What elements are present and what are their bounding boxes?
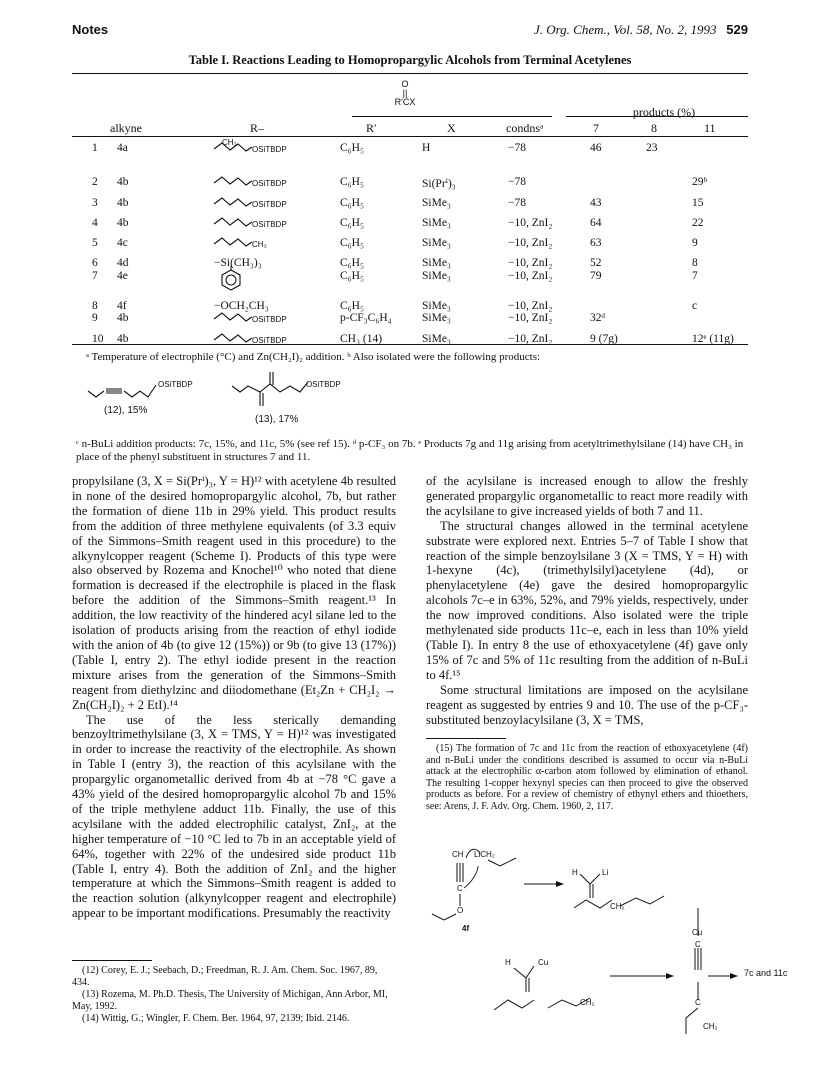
row-10-alkyne: 4b [117,333,129,345]
reagent-oxygen: O [401,79,409,89]
row-6-p11: 8 [692,257,698,269]
row-3-p7: 43 [590,197,602,209]
col-header-x: X [447,121,456,135]
row-7-p11: 7 [692,270,698,282]
footnote-15: (15) The formation of 7c and 11c from the reaction of ethoxyacetylene (4f) and n-BuLi under the conditions described is assumed to occur via n-BuLi attack at the electrophilic α-carbon atom followed by elimination of ethanol. The resulting 1-copper hexynyl species can then proceed to give the observed products as before. For a review of chemistry of ethynyl ethers and thioethers, see: Arens, J. F. Adv. Org. Chem. 1960, 2, 117. [426,743,748,812]
row-2-zigzag-chain [214,175,254,189]
row-6-r-group: −Si(CH₃)₃ [214,257,262,269]
row-7-p7: 79 [590,270,602,282]
reagent-structure [390,80,420,107]
products-header: products (%) [632,105,696,119]
row-10-x: SiMe₃ [422,333,451,345]
scheme-ch2-b: CH₂ [580,998,595,1007]
reagent-formula: R′CX [394,97,416,107]
row-4-x: SiMe₃ [422,217,451,229]
row-8-r-group: −OCH₂CH₃ [214,300,269,312]
row-8-cond: −10, ZnI₂ [508,300,553,312]
col-header-product-7: 7 [593,121,599,135]
scheme-h-2: H [505,958,511,967]
col-header-conditions: condnsᵃ [506,121,544,135]
row-4-p7: 64 [590,217,602,229]
scheme-ch2-a: CH₂ [610,902,625,911]
row-5-r-label: CH₃ [252,240,267,249]
row-3-rp: C₆H₅ [340,197,364,209]
row-10-rp: CH₃ (14) [340,333,383,345]
phenyl-ring-icon [219,266,243,292]
right-paragraph-1: of the acylsilane is increased enough to allow the freshly generated propargylic organometallic to react more readily with the acylsilane to give increased yields of both 7 and 11. [426,474,748,518]
row-8-p11: c [692,300,698,312]
scheme-c: C [457,884,463,893]
row-8-x: SiMe₃ [422,300,451,312]
left-paragraph-1: propylsilane (3, X = Si(Prⁱ)₃, Y = H)¹² with acetylene 4b resulted in none of the desired homopropargylic alcohol, 7b, but rather the formation of diene 11b in 29% yield. This product results from the addition of three methylene equivalents (of 3.3 equiv of the Simmons–Smith reagent used in this procedure) to the alkynylcopper reagent (Scheme I). Products of this type were also observed by Rozema and Knochel¹⁰ who noted that diene formation is decreased if the electrophile is placed in the flask before the addition of the Simmons–Smith reagent.¹³ In addition, the low reactivity of the hindered acyl silane led to the isolation of products arising from the reaction of ethyl iodide with the anion of 4b (to give 12 (15%)) or 9b (to give 13 (17%)) (Table I, entry 2). The ethyl iodide present in the reaction mixture arises from the generation of the Simmons–Smith reagent from diethylzinc and diiodomethane (Et₂Zn + CH₂I₂ → Zn(CH₂I)₂ + 2 EtI).¹⁴ [72,474,396,712]
row-9-p7: 32ᵈ [590,312,606,324]
row-6-p7: 52 [590,257,602,269]
col-header-product-11: 11 [704,121,716,135]
row-1-r-label: OSiTBDP [252,145,287,154]
scheme-ch2-c: CH₂ [703,1022,718,1031]
structure-13-label: OSiTBDP [306,380,341,389]
reagent-rule [352,116,552,117]
row-3-r-label: OSiTBDP [252,200,287,209]
row-9-zigzag-chain [214,311,254,325]
row-10-p11: 12ᵉ (11g) [692,333,734,345]
col-header-product-8: 8 [651,121,657,135]
footnote-rule-right [426,738,506,739]
row-5-x: SiMe₃ [422,237,451,249]
row-6-x: SiMe₃ [422,257,451,269]
row-7-rp: C₆H₅ [340,270,364,282]
table-footnote-a: ᵃ Temperature of electrophile (°C) and Zn(CH₂I)₂ addition. ᵇ Also isolated were the following products: [86,351,541,363]
row-4-r-label: OSiTBDP [252,220,287,229]
row-5-alkyne: 4c [117,237,128,249]
row-6-alkyne: 4d [117,257,129,269]
section-header: Notes [72,22,109,37]
header-bottom-rule [72,136,748,137]
row-9-no: 9 [92,312,98,324]
right-paragraph-3: Some structural limitations are imposed on the acylsilane reagent as suggested by entries 9 and 10. The use of the p-CF₃-substituted benzoylacylsilane (3, X = TMS, [426,682,748,727]
row-6-rp: C₆H₅ [340,257,364,269]
structure-12-caption: (12), 15% [104,405,148,416]
scheme-c-3: C [695,998,701,1007]
row-3-alkyne: 4b [117,197,129,209]
row-10-no: 10 [92,333,104,345]
row-8-no: 8 [92,300,98,312]
row-2-r-label: OSiTBDP [252,179,287,188]
row-2-rp: C₆H₅ [340,176,364,188]
row-7-cond: −10, ZnI₂ [508,270,553,282]
scheme-oxygen: O [457,906,464,915]
scheme-label-4f: 4f [462,924,470,933]
row-8-rp: C₆H₅ [340,300,364,312]
row-7-x: SiMe₃ [422,270,451,282]
left-paragraph-2: The use of the less sterically demanding benzoyltrimethylsilane (3, X = TMS, Y = H)¹² was investigated in order to increase the reactivity of the electrophile. As shown in Table I (entry 3), the reaction of this acylsilane with the propargylic organometallic derived from 4b at −78 °C gave a 43% yield of the desired homopropargylic alcohol 7b and 15% of the triple methylene adduct 11b. Finally, the use of this acylsilane with the added electrophilic catalyst, ZnI₂, at the higher temperature of −10 °C led to 7b in an acceptable yield of 64%, together with 22% of the undesired side product 11b (Table I, entry 4). Both the addition of ZnI₂ and the higher temperature at which the Simmons–Smith reagent is added to the reaction solution (alkynylcopper reagent and electrophile) appear to be important modifications. Presumably the reactivity [72,712,396,921]
row-5-rp: C₆H₅ [340,237,364,249]
scheme-h-1: H [572,868,578,877]
row-10-cond: −10, ZnI₂ [508,333,553,345]
right-paragraph-2: The structural changes allowed in the terminal acetylene substrate were explored next. Entries 5–7 of Table I show that reaction of the simple benzoylsilane 3 (X = TMS, Y = H) with 1-hexyne (4c), (trimethylsilyl)acetylene (4d), or phenylacetylene (4e) gave the desired homopropargylic alcohols 7c–e in 63%, 52%, and 79% yields, respectively, under the now improved conditions. Also isolated were the triple methylenated side products 11c–e, each in less than 10% yield (Table I). In entry 8 the use of ethoxyacetylene (4f) gave only 15% of 7c and 5% of 11c resulting from the addition of n-BuLi to 4f.¹⁵ [426,518,748,682]
row-5-zigzag-chain [214,236,254,250]
row-1-p8: 23 [646,142,658,154]
row-10-p7: 9 (7g) [590,333,618,345]
row-2-alkyne: 4b [117,176,129,188]
row-1-r-methyl: CH₃ [222,138,237,147]
journal-citation: J. Org. Chem., Vol. 58, No. 2, 1993 529 [533,22,748,37]
row-1-alkyne: 4a [117,142,128,154]
scheme-lich2: LiCH₂ [474,850,495,859]
products-rule [566,116,748,117]
scheme-cu-1: Cu [538,958,549,967]
row-9-alkyne: 4b [117,312,129,324]
row-1-x: H [422,142,431,154]
row-4-cond: −10, ZnI₂ [508,217,553,229]
scheme-ch: CH [452,850,464,859]
row-3-x: SiMe₃ [422,197,451,209]
row-9-r-label: OSiTBDP [252,315,287,324]
right-column-text [426,474,748,727]
scheme-c-2: C [695,940,701,949]
footnote-rule-left [72,960,152,961]
scheme-li: Li [602,868,609,877]
right-footnotes [426,743,748,813]
row-6-no: 6 [92,257,98,269]
row-3-no: 3 [92,197,98,209]
structure-12-label: OSiTBDP [158,380,193,389]
footnote-14: (14) Wittig, G.; Wingler, F. Chem. Ber. 1964, 97, 2139; Ibid. 2146. [82,1013,350,1024]
left-footnotes [72,965,396,1026]
row-1-p7: 46 [590,142,602,154]
row-10-r-label: OSiTBDP [252,336,287,345]
row-4-rp: C₆H₅ [340,217,364,229]
row-4-zigzag-chain [214,216,254,230]
table-footnote-c: ᶜ n-BuLi addition products: 7c, 15%, and 11c, 5% (see ref 15). ᵈ p-CF₃ on 7b. ᵉ Products 7g and 11g arising from acetyltrimethylsilane (14) have CH₃ in place of the phenyl substituent in structures 7 and 11. [76,438,744,463]
row-1-cond: −78 [508,142,526,154]
row-1-no: 1 [92,142,98,154]
table-bottom-rule [72,344,748,345]
row-3-p11: 15 [692,197,704,209]
footnote-13: (13) Rozema, M. Ph.D. Thesis, The University of Michigan, Ann Arbor, MI, May, 1992. [72,989,388,1012]
row-9-cond: −10, ZnI₂ [508,312,553,324]
row-5-cond: −10, ZnI₂ [508,237,553,249]
scheme-product-label: 7c and 11c [744,968,788,978]
row-5-no: 5 [92,237,98,249]
row-3-cond: −78 [508,197,526,209]
row-5-p11: 9 [692,237,698,249]
row-7-alkyne: 4e [117,270,128,282]
table-title: Table I. Reactions Leading to Homopropargylic Alcohols from Terminal Acetylenes [188,53,632,67]
row-2-cond: −78 [508,176,526,188]
row-9-rp: p-CF₃C₆H₄ [340,312,392,324]
table-top-rule [72,73,748,74]
structure-13-drawing [232,372,342,412]
reagent-double-bond: || [402,88,408,98]
row-7-no: 7 [92,270,98,282]
row-4-no: 4 [92,217,98,229]
footnote-12: (12) Corey, E. J.; Seebach, D.; Freedman, R. J. Am. Chem. Soc. 1967, 89, 434. [72,965,378,988]
row-2-p11: 29ᵇ [692,176,708,188]
structure-13-caption: (13), 17% [255,414,299,425]
row-8-alkyne: 4f [117,300,127,312]
row-4-alkyne: 4b [117,217,129,229]
row-9-x: SiMe₃ [422,312,451,324]
left-column-text [72,474,396,921]
col-header-rprime: R′ [366,121,377,135]
mechanism-scheme [430,840,750,1065]
row-4-p11: 22 [692,217,704,229]
row-6-cond: −10, ZnI₂ [508,257,553,269]
col-header-r: R– [250,121,265,135]
col-header-alkyne: alkyne [110,121,142,135]
row-5-p7: 63 [590,237,602,249]
row-2-x: Si(Prⁱ)₃ [422,178,456,190]
scheme-cu-2: Cu [692,928,703,937]
row-3-zigzag-chain [214,196,254,210]
row-1-rp: C₆H₅ [340,142,364,154]
row-2-no: 2 [92,176,98,188]
